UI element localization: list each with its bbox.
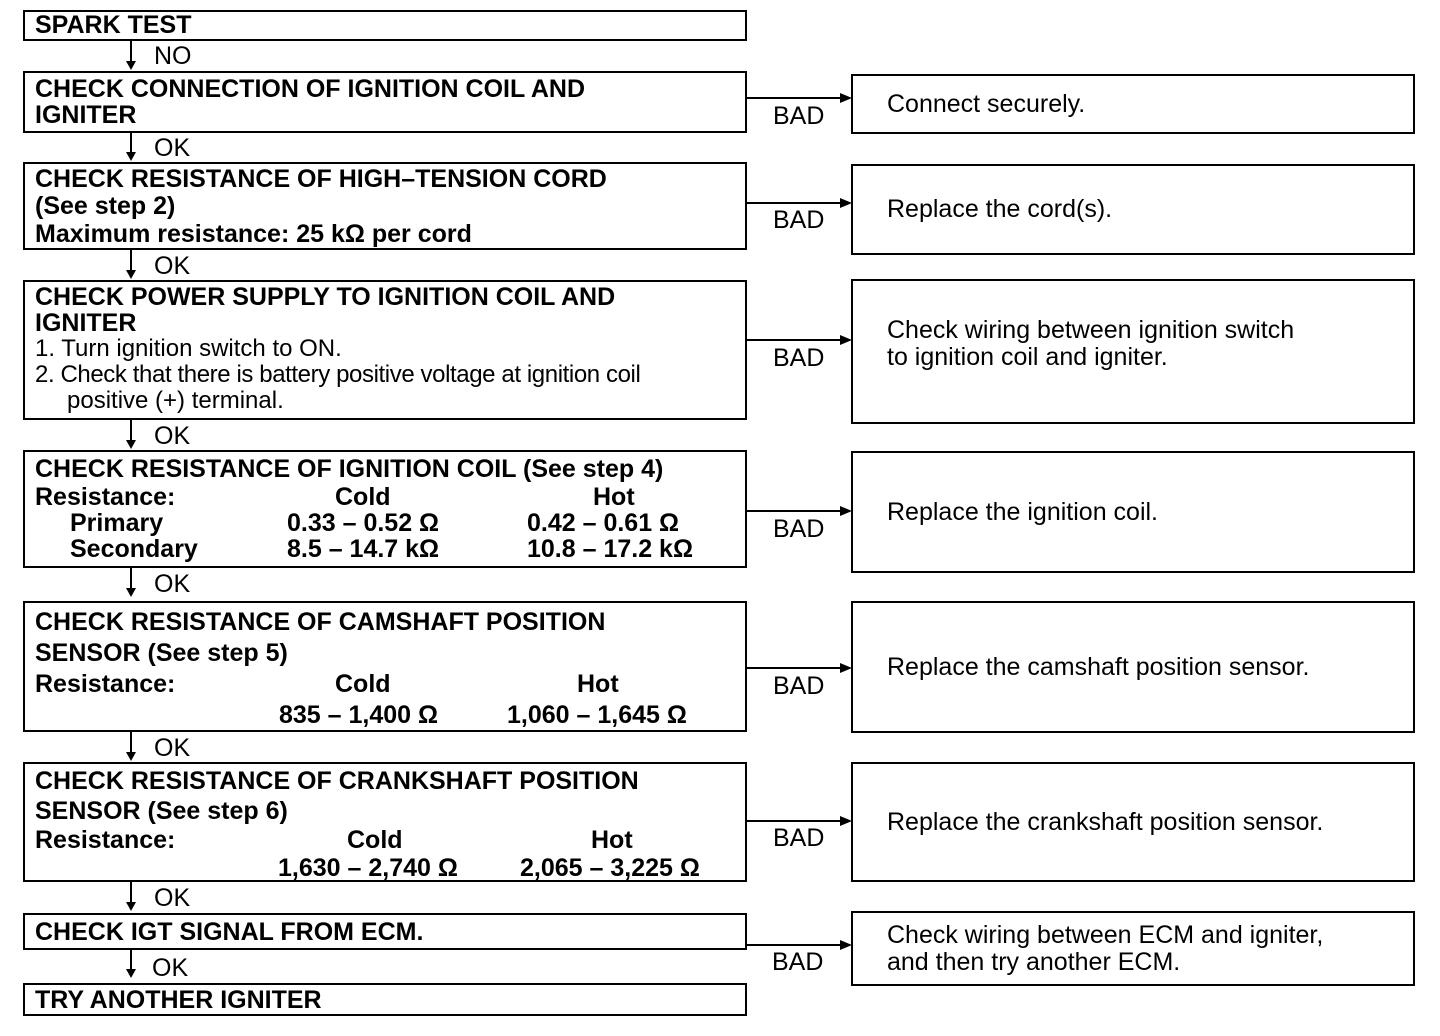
arrow-down-icon xyxy=(126,752,136,761)
cold-value: 1,630 – 2,740 Ω xyxy=(278,854,458,882)
bad-label: BAD xyxy=(773,102,825,130)
action-text: Check wiring between ECM and igniter, xyxy=(887,920,1324,949)
flow-line xyxy=(130,41,132,62)
step-camshaft-sensor xyxy=(23,601,747,732)
action-replace-ignition-coil xyxy=(851,451,1415,573)
resistance-label: Resistance: xyxy=(35,483,176,511)
ok-label: OK xyxy=(154,422,191,450)
step-item-1: 1. Turn ignition switch to ON. xyxy=(35,335,342,362)
bad-label: BAD xyxy=(773,515,825,543)
hot-value: 1,060 – 1,645 Ω xyxy=(507,701,687,729)
step-ignition-coil xyxy=(23,450,747,568)
resistance-label: Resistance: xyxy=(35,826,176,854)
action-replace-crankshaft-sensor xyxy=(851,762,1415,882)
ok-label: OK xyxy=(154,570,191,598)
action-text: to ignition coil and igniter. xyxy=(887,343,1168,371)
arrow-down-icon xyxy=(126,270,136,279)
step-spark-test xyxy=(23,10,747,41)
step-high-tension-cord xyxy=(23,162,747,250)
primary-cold-value: 0.33 – 0.52 Ω xyxy=(287,509,440,537)
bad-label: BAD xyxy=(773,206,825,234)
step-item-2-cont: positive (+) terminal. xyxy=(67,387,284,414)
secondary-cold-value: 8.5 – 14.7 kΩ xyxy=(287,535,440,563)
flow-line xyxy=(747,944,842,946)
step-title: CHECK POWER SUPPLY TO IGNITION COIL AND IGNITER xyxy=(35,283,616,337)
flow-line xyxy=(130,882,132,903)
flow-line xyxy=(130,732,132,753)
step-title: CHECK IGT SIGNAL FROM ECM. xyxy=(35,918,424,946)
step-power-supply xyxy=(23,280,747,420)
arrow-down-icon xyxy=(126,440,136,449)
action-replace-camshaft-sensor xyxy=(851,601,1415,733)
arrow-down-icon xyxy=(126,152,136,161)
hot-header: Hot xyxy=(577,670,619,698)
step-item-2: 2. Check that there is battery positive voltage at ignition coil xyxy=(35,361,641,388)
arrow-down-icon xyxy=(126,969,136,978)
step-spec: Maximum resistance: 25 kΩ per cord xyxy=(35,220,472,248)
arrow-down-icon xyxy=(126,902,136,911)
ok-label: OK xyxy=(154,134,191,162)
step-title: SPARK TEST xyxy=(35,11,192,39)
arrow-down-icon xyxy=(126,588,136,597)
flow-line xyxy=(747,820,842,822)
step-title: CHECK RESISTANCE OF CAMSHAFT POSITION xyxy=(35,608,606,636)
primary-label: Primary xyxy=(70,509,164,537)
step-title-cont: SENSOR (See step 6) xyxy=(35,797,288,825)
flow-line xyxy=(747,202,842,204)
primary-hot-value: 0.42 – 0.61 Ω xyxy=(527,509,680,537)
action-text: Replace the cord(s). xyxy=(887,195,1113,223)
flow-line xyxy=(130,568,132,589)
hot-value: 2,065 – 3,225 Ω xyxy=(520,854,700,882)
flow-line xyxy=(130,250,132,271)
secondary-hot-value: 10.8 – 17.2 kΩ xyxy=(527,535,694,563)
step-title: CHECK RESISTANCE OF IGNITION COIL (See step 4) xyxy=(35,455,664,483)
ok-label: OK xyxy=(154,734,191,762)
hot-header: Hot xyxy=(591,826,633,854)
arrow-down-icon xyxy=(126,61,136,70)
step-reference: (See step 2) xyxy=(35,192,176,220)
action-check-wiring-ecm xyxy=(851,911,1415,986)
action-text: and then try another ECM. xyxy=(887,947,1181,976)
cold-header: Cold xyxy=(335,483,391,511)
action-connect-securely xyxy=(851,74,1415,134)
bad-label: BAD xyxy=(773,344,825,372)
flow-line xyxy=(130,950,132,970)
step-crankshaft-sensor xyxy=(23,762,747,882)
resistance-label: Resistance: xyxy=(35,670,176,698)
action-check-wiring-switch xyxy=(851,279,1415,424)
step-title: CHECK RESISTANCE OF CRANKSHAFT POSITION xyxy=(35,767,639,795)
no-label: NO xyxy=(154,42,192,70)
action-text: Connect securely. xyxy=(887,89,1086,118)
action-text: Replace the ignition coil. xyxy=(887,497,1158,526)
ok-label: OK xyxy=(154,884,191,912)
flow-line xyxy=(130,133,132,153)
ok-label: OK xyxy=(152,954,189,982)
hot-header: Hot xyxy=(593,483,635,511)
step-title-cont: SENSOR (See step 5) xyxy=(35,639,288,667)
step-check-connection xyxy=(23,71,747,133)
action-text: Replace the crankshaft position sensor. xyxy=(887,807,1324,836)
step-title: CHECK RESISTANCE OF HIGH–TENSION CORD xyxy=(35,165,607,193)
bad-label: BAD xyxy=(773,824,825,852)
ok-label: OK xyxy=(154,252,191,280)
cold-value: 835 – 1,400 Ω xyxy=(279,701,439,729)
flow-line xyxy=(747,510,842,512)
step-title: TRY ANOTHER IGNITER xyxy=(35,986,322,1014)
secondary-label: Secondary xyxy=(70,535,198,563)
cold-header: Cold xyxy=(347,826,403,854)
flow-line xyxy=(747,667,842,669)
action-text: Check wiring between ignition switch xyxy=(887,316,1295,344)
flow-line xyxy=(747,339,842,341)
cold-header: Cold xyxy=(335,670,391,698)
bad-label: BAD xyxy=(773,672,825,700)
step-igt-signal xyxy=(23,913,747,950)
bad-label: BAD xyxy=(772,948,824,976)
step-try-another-igniter xyxy=(23,983,747,1016)
action-replace-cord xyxy=(851,164,1415,255)
flow-line xyxy=(130,420,132,441)
action-text: Replace the camshaft position sensor. xyxy=(887,652,1310,681)
step-title: CHECK CONNECTION OF IGNITION COIL AND IGNITER xyxy=(35,75,585,129)
flow-line xyxy=(747,97,842,99)
